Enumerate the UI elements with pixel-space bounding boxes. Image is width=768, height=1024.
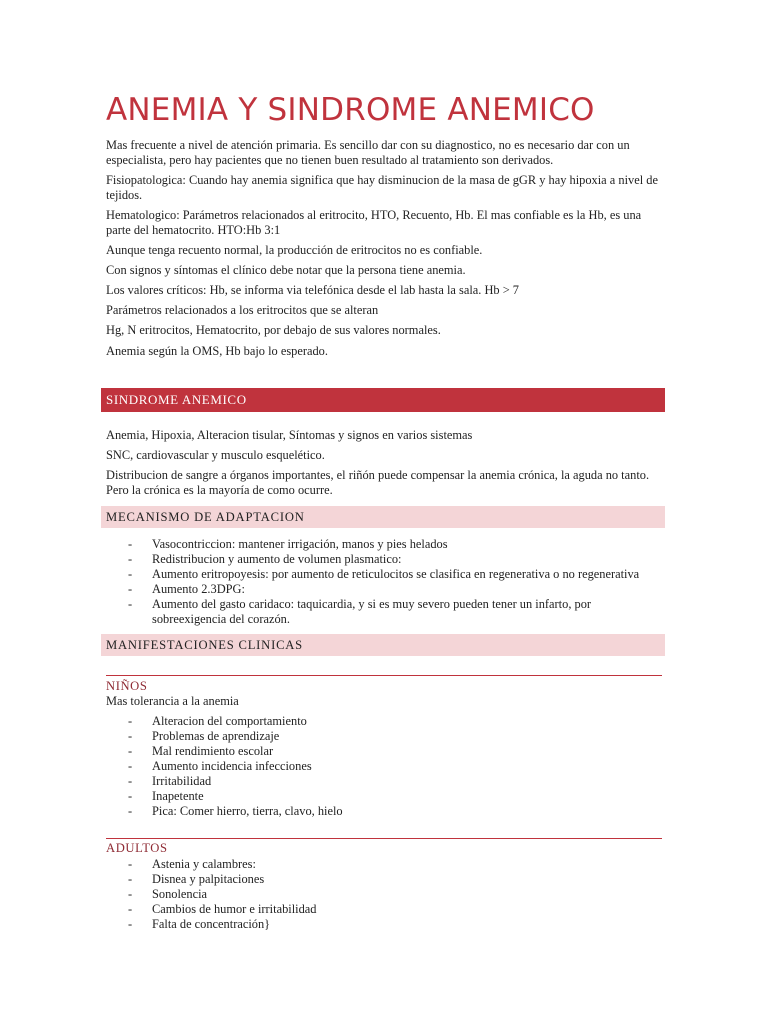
intro-paragraph-6: Los valores críticos: Hb, se informa via telefónica desde el lab hasta la sala. Hb > 7 (106, 283, 519, 297)
intro-paragraph-9: Anemia según la OMS, Hb bajo lo esperado. (106, 344, 328, 358)
dash-bullet: - (128, 582, 133, 596)
sindrome-paragraph-2: SNC, cardiovascular y musculo esquelético. (106, 448, 325, 462)
intro-paragraph-5: Con signos y síntomas el clínico debe notar que la persona tiene anemia. (106, 263, 466, 277)
dash-bullet: - (128, 552, 133, 566)
subheading-adultos: ADULTOS (106, 841, 168, 855)
list-item: - Aumento 2.3DPG: (128, 582, 245, 596)
list-item: - Cambios de humor e irritabilidad (128, 902, 317, 916)
dash-bullet: - (128, 804, 133, 818)
subheading-ninos: NIÑOS (106, 679, 148, 693)
list-item: - Disnea y palpitaciones (128, 872, 265, 886)
dash-bullet: - (128, 597, 133, 611)
dash-bullet: - (128, 729, 133, 743)
list-item: - Problemas de aprendizaje (128, 729, 280, 743)
ninos-intro: Mas tolerancia a la anemia (106, 694, 239, 708)
list-item: - Vasocontriccion: mantener irrigación, manos y pies helados (128, 537, 448, 551)
intro-paragraph-1: Mas frecuente a nivel de atención primaria. Es sencillo dar con su diagnostico, no es necesario dar con un especialista, pero hay pacientes que no tienen buen resultado al tratamiento son derivados. (106, 138, 630, 167)
list-item: - Astenia y calambres: (128, 857, 256, 871)
intro-paragraph-2: Fisiopatologica: Cuando hay anemia significa que hay disminucion de la masa de gGR y hay hipoxia a nivel de tejidos. (106, 173, 658, 202)
list-item: - Aumento eritropoyesis: por aumento de reticulocitos se clasifica en regenerativa o no regenerativa (128, 567, 640, 581)
list-item: - Aumento incidencia infecciones (128, 759, 312, 773)
dash-bullet: - (128, 857, 133, 871)
list-item: - Redistribucion y aumento de volumen plasmatico: (128, 552, 402, 566)
page-title: ANEMIA Y SINDROME ANEMICO (106, 92, 595, 128)
list-item: - Alteracion del comportamiento (128, 714, 307, 728)
dash-bullet: - (128, 744, 133, 758)
list-item: - Mal rendimiento escolar (128, 744, 274, 758)
sindrome-paragraph-1: Anemia, Hipoxia, Alteracion tisular, Síntomas y signos en varios sistemas (106, 428, 473, 442)
intro-paragraph-4: Aunque tenga recuento normal, la producción de eritrocitos no es confiable. (106, 243, 483, 257)
divider (106, 838, 662, 839)
dash-bullet: - (128, 789, 133, 803)
dash-bullet: - (128, 887, 133, 901)
dash-bullet: - (128, 759, 133, 773)
dash-bullet: - (128, 774, 133, 788)
divider (106, 675, 662, 676)
intro-paragraph-3: Hematologico: Parámetros relacionados al eritrocito, HTO, Recuento, Hb. El mas confiable es la Hb, es una parte del hematocrito. HTO:Hb 3:1 (106, 208, 642, 237)
dash-bullet: - (128, 872, 133, 886)
ninos-list (128, 714, 658, 819)
list-item: - Pica: Comer hierro, tierra, clavo, hielo (128, 804, 343, 818)
dash-bullet: - (128, 714, 133, 728)
sindrome-paragraph-3: Distribucion de sangre a órganos importantes, el riñón puede compensar la anemia crónica, la aguda no tanto. Pero la crónica es la mayoría de como ocurre. (106, 468, 650, 497)
dash-bullet: - (128, 917, 133, 931)
section-heading-mecanismo: MECANISMO DE ADAPTACION (101, 506, 665, 528)
list-item: - Aumento del gasto caridaco: taquicardia, y si es muy severo pueden tener un infarto, por sobreexigencia del corazón. (128, 597, 592, 626)
list-item: - Irritabilidad (128, 774, 212, 788)
section-heading-sindrome-anemico: SINDROME ANEMICO (101, 388, 665, 412)
dash-bullet: - (128, 537, 133, 551)
section-heading-manifestaciones: MANIFESTACIONES CLINICAS (101, 634, 665, 656)
list-item: - Sonolencia (128, 887, 208, 901)
list-item: - Inapetente (128, 789, 204, 803)
intro-paragraph-7: Parámetros relacionados a los eritrocitos que se alteran (106, 303, 379, 317)
mecanismo-list (128, 537, 658, 627)
list-item: - Falta de concentración} (128, 917, 271, 931)
adultos-list (128, 857, 658, 932)
dash-bullet: - (128, 902, 133, 916)
intro-paragraph-8: Hg, N eritrocitos, Hematocrito, por debajo de sus valores normales. (106, 323, 441, 337)
dash-bullet: - (128, 567, 133, 581)
